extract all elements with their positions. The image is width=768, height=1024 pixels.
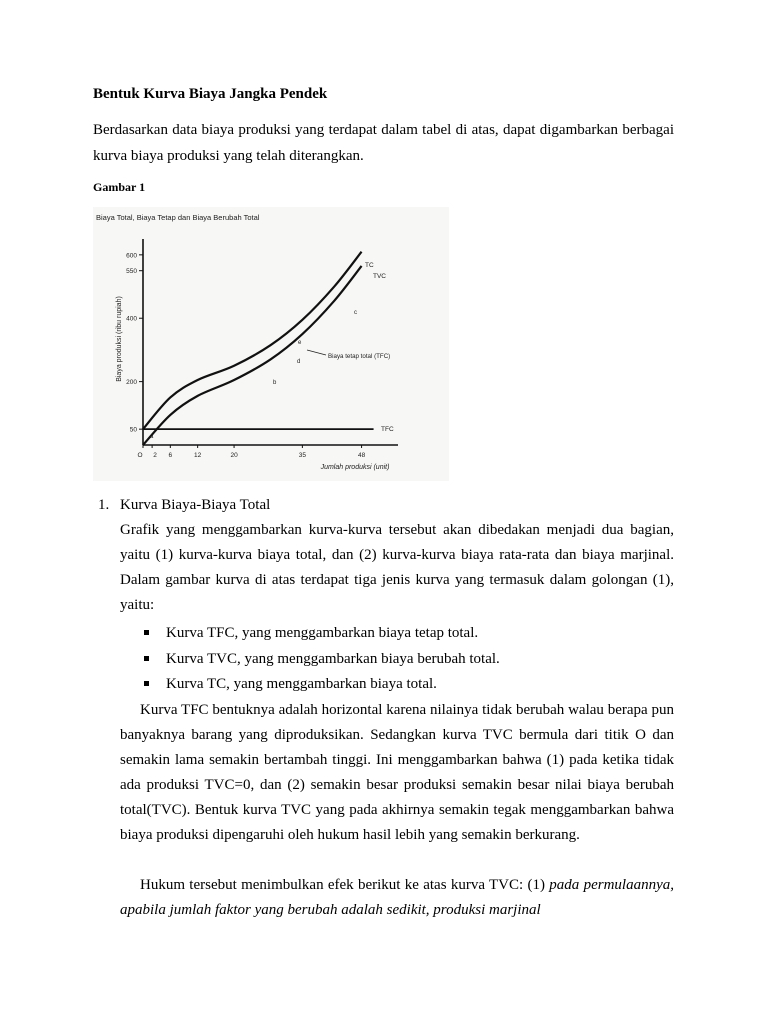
bullet-square-icon bbox=[144, 681, 149, 686]
annotation-leader bbox=[307, 350, 326, 355]
tfc-label: TFC bbox=[381, 426, 394, 433]
y-tick-label: 50 bbox=[129, 426, 137, 434]
tc-curve bbox=[143, 252, 362, 429]
tfc-annotation-label: Biaya tetap total (TFC) bbox=[328, 353, 391, 360]
x-tick-label: O bbox=[137, 452, 143, 459]
chart-title: Biaya Total, Biaya Tetap dan Biaya Berubah Total bbox=[96, 213, 260, 222]
point-label: c bbox=[354, 310, 357, 316]
bullet-text: Kurva TVC, yang menggambarkan biaya berubah total. bbox=[166, 650, 500, 667]
bullet-square-icon bbox=[144, 656, 149, 661]
y-tick-label: 550 bbox=[126, 268, 137, 276]
intro-paragraph: Berdasarkan data biaya produksi yang terdapat dalam tabel di atas, dapat digambarkan berbagai kurva biaya produksi yang telah diterangkan. bbox=[93, 122, 674, 164]
x-axis-label: Jumlah produksi (unit) bbox=[320, 464, 390, 471]
list-item bbox=[144, 647, 500, 673]
cost-curve-chart bbox=[93, 207, 449, 481]
bullet-square-icon bbox=[144, 630, 149, 635]
bullet-text: Kurva TFC, yang menggambarkan biaya tetap total. bbox=[166, 625, 479, 641]
y-tick-label: 200 bbox=[126, 379, 137, 387]
section-1-text: Grafik yang menggambarkan kurva-kurva tersebut akan dibedakan menjadi dua bagian, yaitu (1) kurva-kurva biaya total, dan (2) kurva-kurva biaya rata-rata dan biaya marjinal. Dalam gambar kurva di atas terdapat tiga jenis kurva yang termasuk dalam golongan (1), yaitu: bbox=[120, 522, 674, 613]
list-item bbox=[144, 672, 500, 698]
list-item bbox=[144, 621, 500, 647]
law-paragraph-lead: Hukum tersebut menimbulkan efek berikut ke atas kurva TVC: (1) bbox=[140, 877, 550, 893]
point-label: a bbox=[150, 434, 154, 440]
figure-caption: Gambar 1 bbox=[93, 180, 146, 194]
x-tick-label: 20 bbox=[230, 452, 238, 459]
point-label: d bbox=[297, 359, 301, 365]
bullet-text: Kurva TC, yang menggambarkan biaya total. bbox=[166, 676, 437, 692]
curve-bullet-list bbox=[144, 621, 500, 698]
page-heading: Bentuk Kurva Biaya Jangka Pendek bbox=[93, 86, 328, 102]
x-tick-label: 48 bbox=[357, 452, 366, 459]
section-1-heading bbox=[98, 497, 270, 514]
section-1-number: 1. bbox=[98, 497, 110, 513]
x-tick-label: 35 bbox=[298, 452, 306, 459]
tc-label: TC bbox=[365, 262, 374, 269]
x-tick-label: 2 bbox=[153, 452, 157, 459]
law-paragraph bbox=[120, 873, 674, 923]
section-1-title: Kurva Biaya-Biaya Total bbox=[120, 497, 271, 513]
y-tick-label: 400 bbox=[126, 315, 137, 323]
point-label: b bbox=[273, 380, 277, 386]
law-paragraph-italic: pada permulaannya, apabila jumlah faktor yang berubah adalah sedikit, produksi marjinal bbox=[120, 877, 674, 918]
y-tick-label: 600 bbox=[126, 252, 137, 260]
tfc-tvc-paragraph: Kurva TFC bentuknya adalah horizontal karena nilainya tidak berubah walau berapa pun banyaknya barang yang diproduksikan. Sedangkan kurva TVC bermula dari titik O dan semakin lama semakin bertambah tinggi. Ini menggambarkan bahwa (1) pada ketika tidak ada produksi TVC=0, dan (2) semakin besar produksi semakin besar nilai biaya berubah total(TVC). Bentuk kurva TVC yang pada akhirnya semakin tegak menggambarkan bahwa biaya produksi dipengaruhi oleh hukum hasil lebih yang semakin berkurang. bbox=[120, 702, 674, 843]
cost-curve-figure bbox=[93, 207, 449, 481]
tvc-label: TVC bbox=[373, 273, 386, 280]
point-label: e bbox=[298, 340, 302, 346]
y-axis-label: Biaya produksi (ribu rupiah) bbox=[116, 296, 123, 382]
x-tick-label: 6 bbox=[168, 452, 173, 459]
x-tick-label: 12 bbox=[194, 452, 202, 459]
